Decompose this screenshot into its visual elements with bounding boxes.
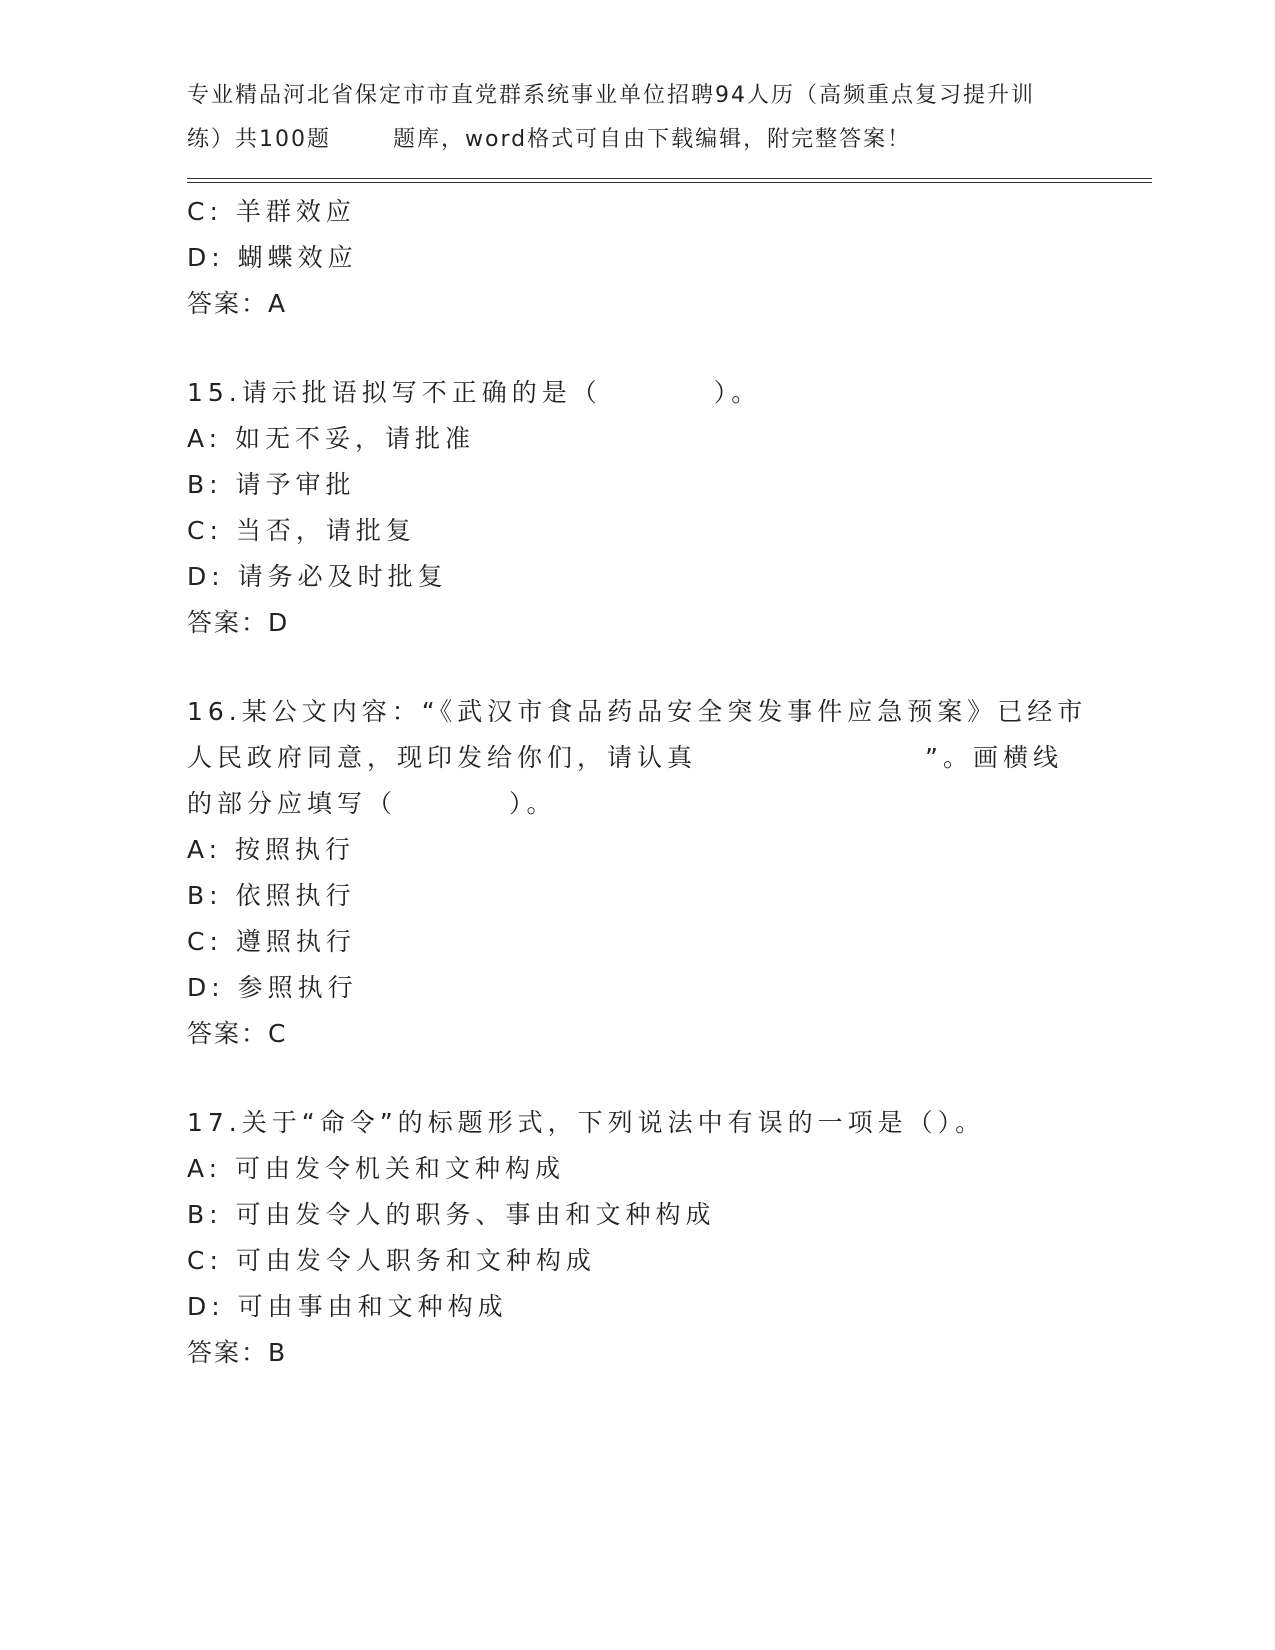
answer: 答案：A: [187, 289, 288, 318]
option-b: B: 可由发令人的职务、事由和文种构成: [187, 1200, 716, 1229]
option-d: D: 可由事由和文种构成: [187, 1292, 508, 1321]
answer: 答案：B: [187, 1338, 288, 1367]
header-title-line1: 专业精品河北省保定市市直党群系统事业单位招聘94人历（高频重点复习提升训: [187, 83, 1035, 108]
answer: 答案：D: [187, 608, 290, 637]
option-d: D: 蝴蝶效应: [187, 243, 358, 272]
question-15: [187, 370, 1127, 646]
question-17: [187, 1100, 1127, 1376]
option-b: B: 依照执行: [187, 881, 356, 910]
question-16: [187, 689, 1127, 1057]
option-c: C: 羊群效应: [187, 197, 356, 226]
answer: 答案：C: [187, 1019, 288, 1048]
option-d: D: 请务必及时批复: [187, 562, 448, 591]
option-a: A: 如无不妥，请批准: [187, 424, 476, 453]
option-c: C: 当否，请批复: [187, 516, 416, 545]
header-title-line2-start: 练）共100题: [187, 127, 331, 152]
page-header: [187, 74, 1087, 162]
option-d: D: 参照执行: [187, 973, 358, 1002]
question-stem: 17.关于“命令”的标题形式，下列说法中有误的一项是（）。: [187, 1108, 986, 1137]
header-divider-top: [187, 178, 1152, 179]
question-14-tail: [187, 189, 1127, 327]
option-a: A: 按照执行: [187, 835, 356, 864]
header-divider-bottom: [187, 182, 1152, 183]
header-title-line2-end: 题库，word格式可自由下载编辑，附完整答案！: [393, 127, 912, 152]
header-title-line2: [187, 118, 1087, 162]
question-stem: 15.请示批语拟写不正确的是（ ）。: [187, 378, 762, 407]
question-stem-line1: 16.某公文内容：“《武汉市食品药品安全突发事件应急预案》已经市: [187, 697, 1088, 726]
question-stem-line2: 人民政府同意，现印发给你们，请认真 ”。画横线: [187, 743, 1063, 772]
option-c: C: 可由发令人职务和文种构成: [187, 1246, 596, 1275]
option-a: A: 可由发令机关和文种构成: [187, 1154, 566, 1183]
document-body: [187, 189, 1127, 1376]
question-stem-line3: 的部分应填写（ ）。: [187, 789, 557, 818]
option-c: C: 遵照执行: [187, 927, 356, 956]
option-b: B: 请予审批: [187, 470, 356, 499]
